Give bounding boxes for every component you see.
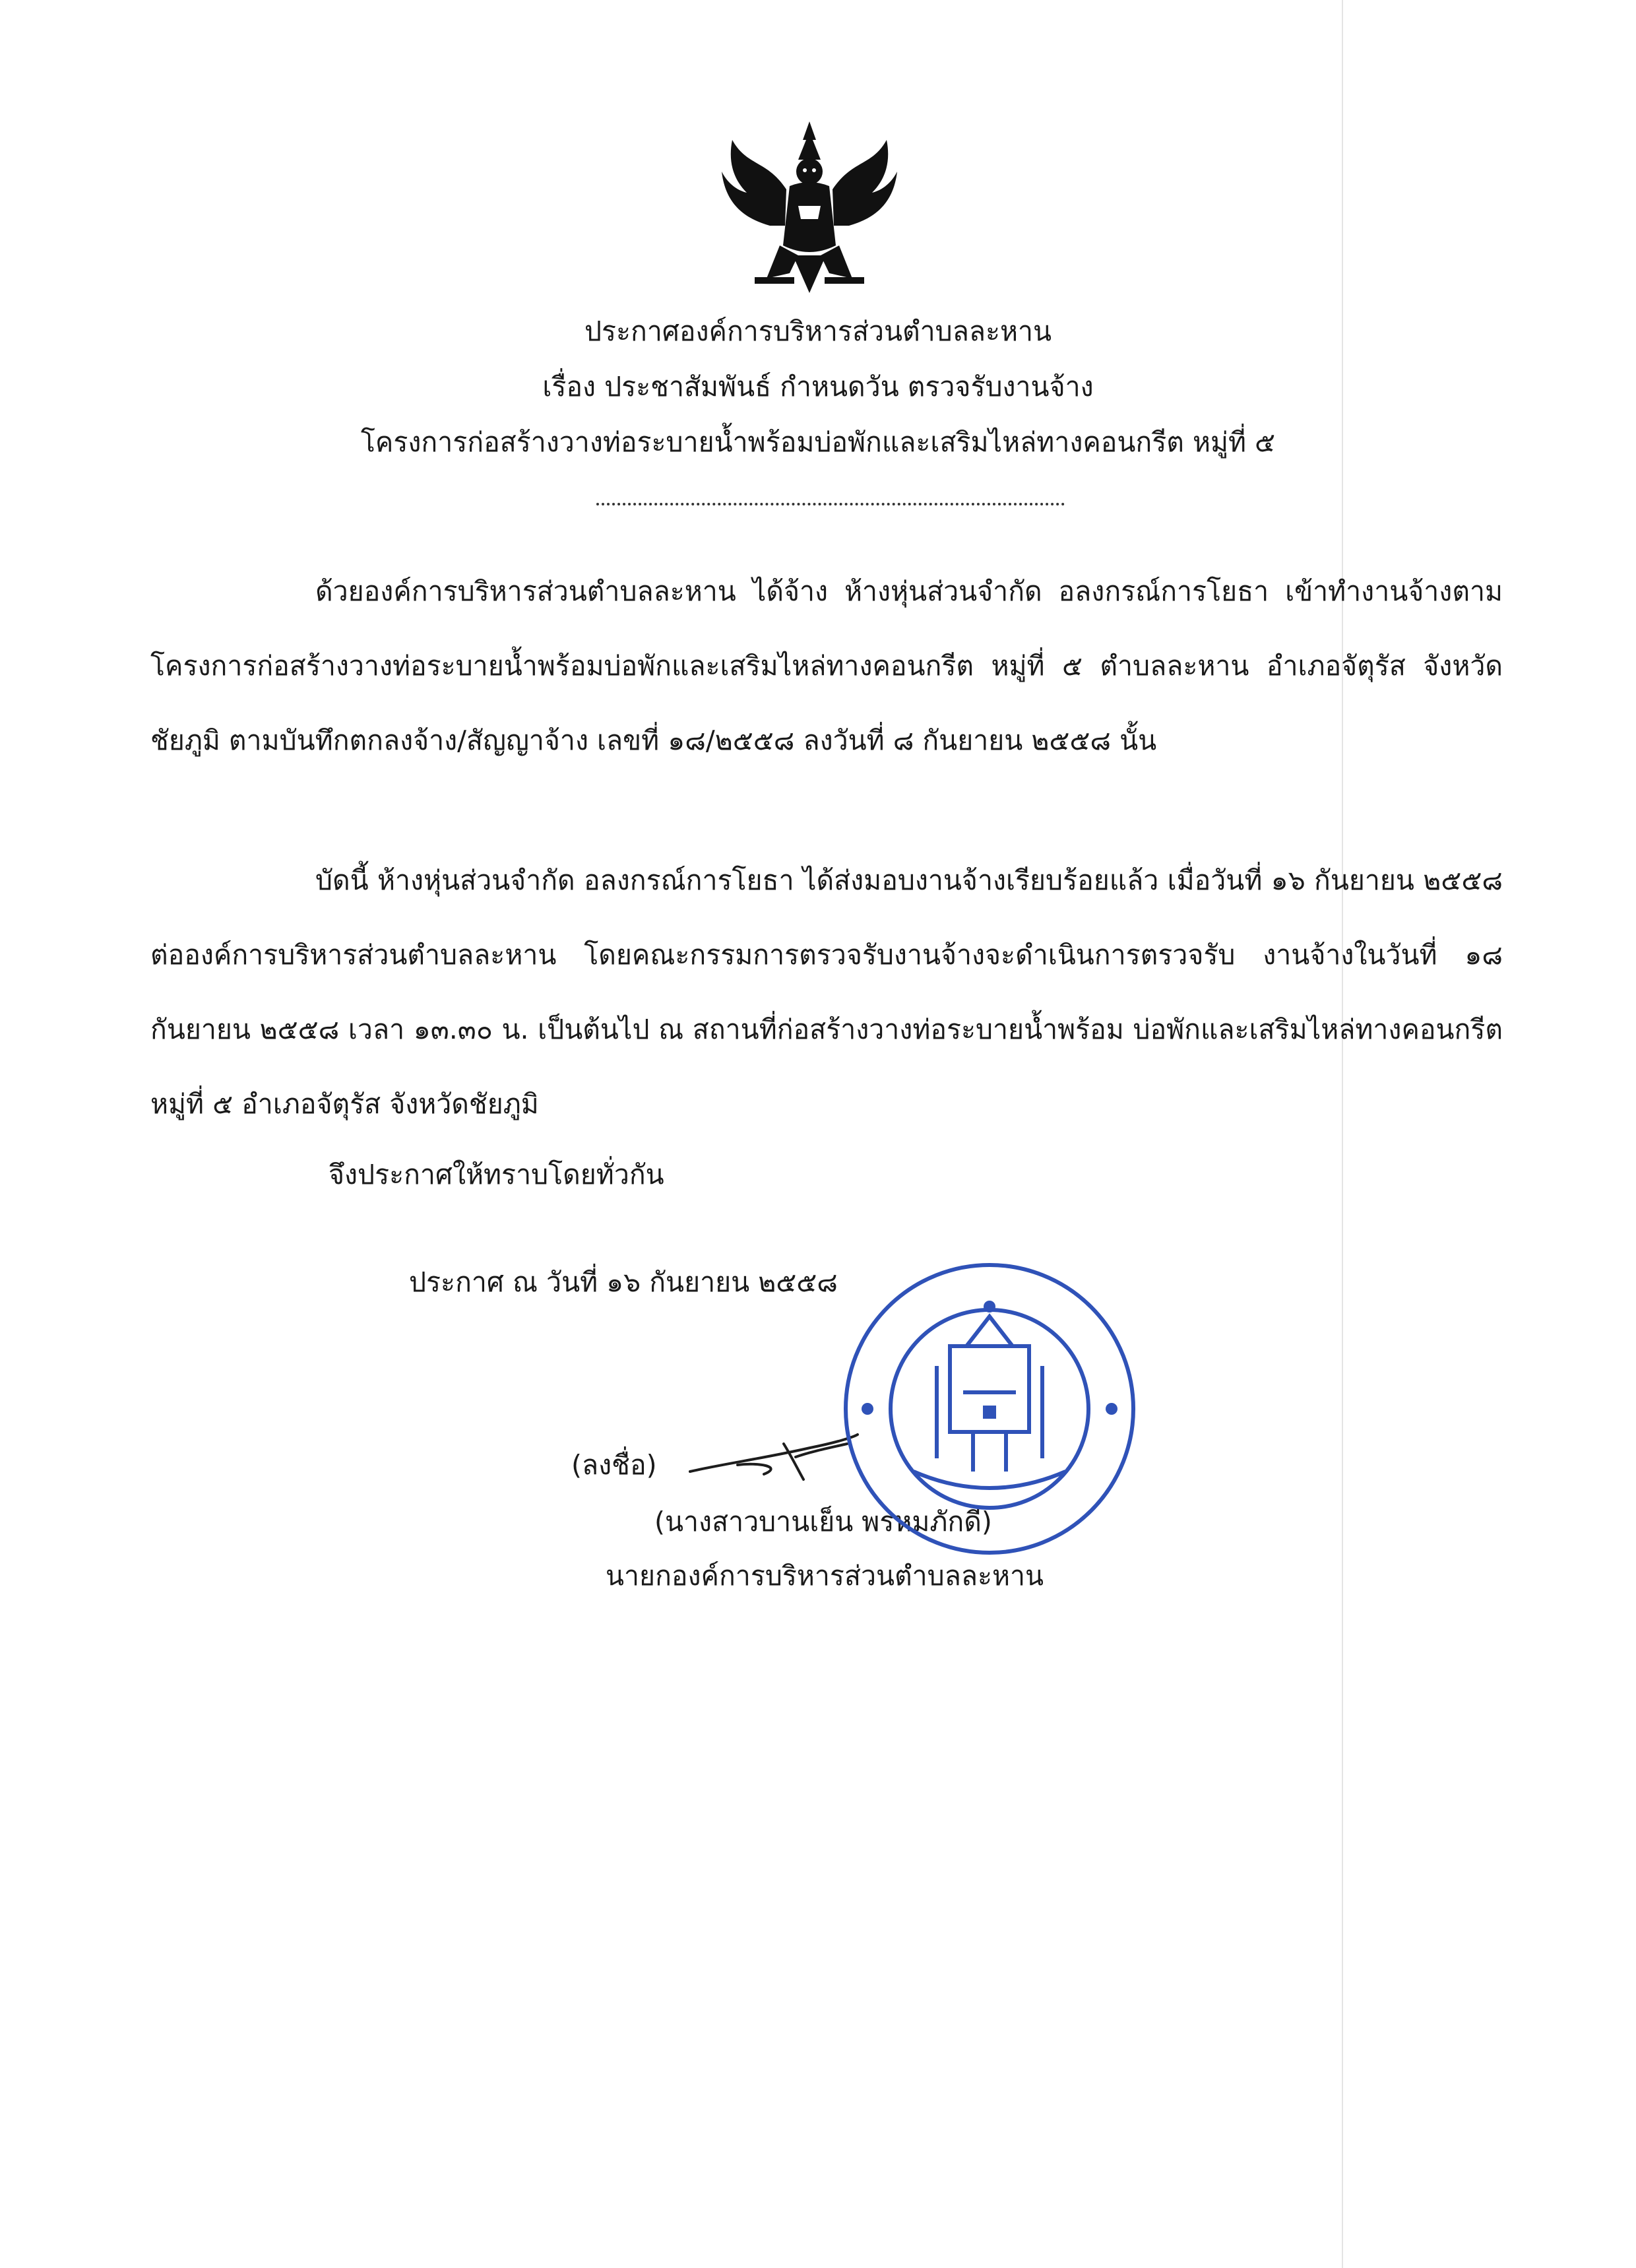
announcement-subject: เรื่อง ประชาสัมพันธ์ กำหนดวัน ตรวจรับงานจ้าง [542,371,1094,403]
project-name: โครงการก่อสร้างวางท่อระบายน้ำพร้อมบ่อพักและเสริมไหล่ทางคอนกรีต หมู่ที่ ๕ [360,426,1276,458]
announcement-date: ประกาศ ณ วันที่ ๑๖ กันยายน ๒๕๕๘ [409,1266,838,1298]
announcement-title: ประกาศองค์การบริหารส่วนตำบลละหาน [584,315,1052,347]
signer-title: นายกองค์การบริหารส่วนตำบลละหาน [606,1560,1044,1592]
closing-statement: จึงประกาศให้ทราบโดยทั่วกัน [329,1159,664,1190]
dotted-divider [596,503,1065,505]
paragraph-2 [150,843,1503,1142]
paragraph-2-text: บัดนี้ ห้างหุ่นส่วนจำกัด อลงกรณ์การโยธา ได้ส่งมอบงานจ้างเรียบร้อยแล้ว เมื่อวันที่ ๑๖ กันยายน ๒๕๕๘ ต่อองค์การบริหารส่วนตำบลละหาน โดยคณะกรรมการตรวจรับงานจ้างจะดำเนินการตรวจรับ งานจ้างในวันที่ ๑๘ กันยายน ๒๕๕๘ เวลา ๑๓.๓๐ น. เป็นต้นไป ณ สถานที่ก่อสร้างวางท่อระบายน้ำพร้อม บ่อพักและเสริมไหล่ทางคอนกรีต หมู่ที่ ๕ อำเภอจัตุรัส จังหวัดชัยภูมิ [150,864,1503,1120]
signed-label: (ลงชื่อ) [571,1449,657,1481]
paragraph-1-text: ด้วยองค์การบริหารส่วนตำบลละหาน ได้จ้าง ห้างหุ่นส่วนจำกัด อลงกรณ์การโยธา เข้าทำงานจ้างตามโครงการก่อสร้างวางท่อระบายน้ำพร้อมบ่อพักและเสริมไหล่ทางคอนกรีต หมู่ที่ ๕ ตำบลละหาน อำเภอจัตุรัส จังหวัดชัยภูมิ ตามบันทึกตกลงจ้าง/สัญญาจ้าง เลขที่ ๑๘/๒๕๕๘ ลงวันที่ ๘ กันยายน ๒๕๕๘ นั้น [150,575,1503,756]
paragraph-1 [150,554,1503,778]
official-seal-icon [834,1254,1145,1564]
signer-name: (นางสาวบานเย็น พรหมภักดี) [654,1506,992,1538]
garuda-emblem-icon [720,120,898,298]
